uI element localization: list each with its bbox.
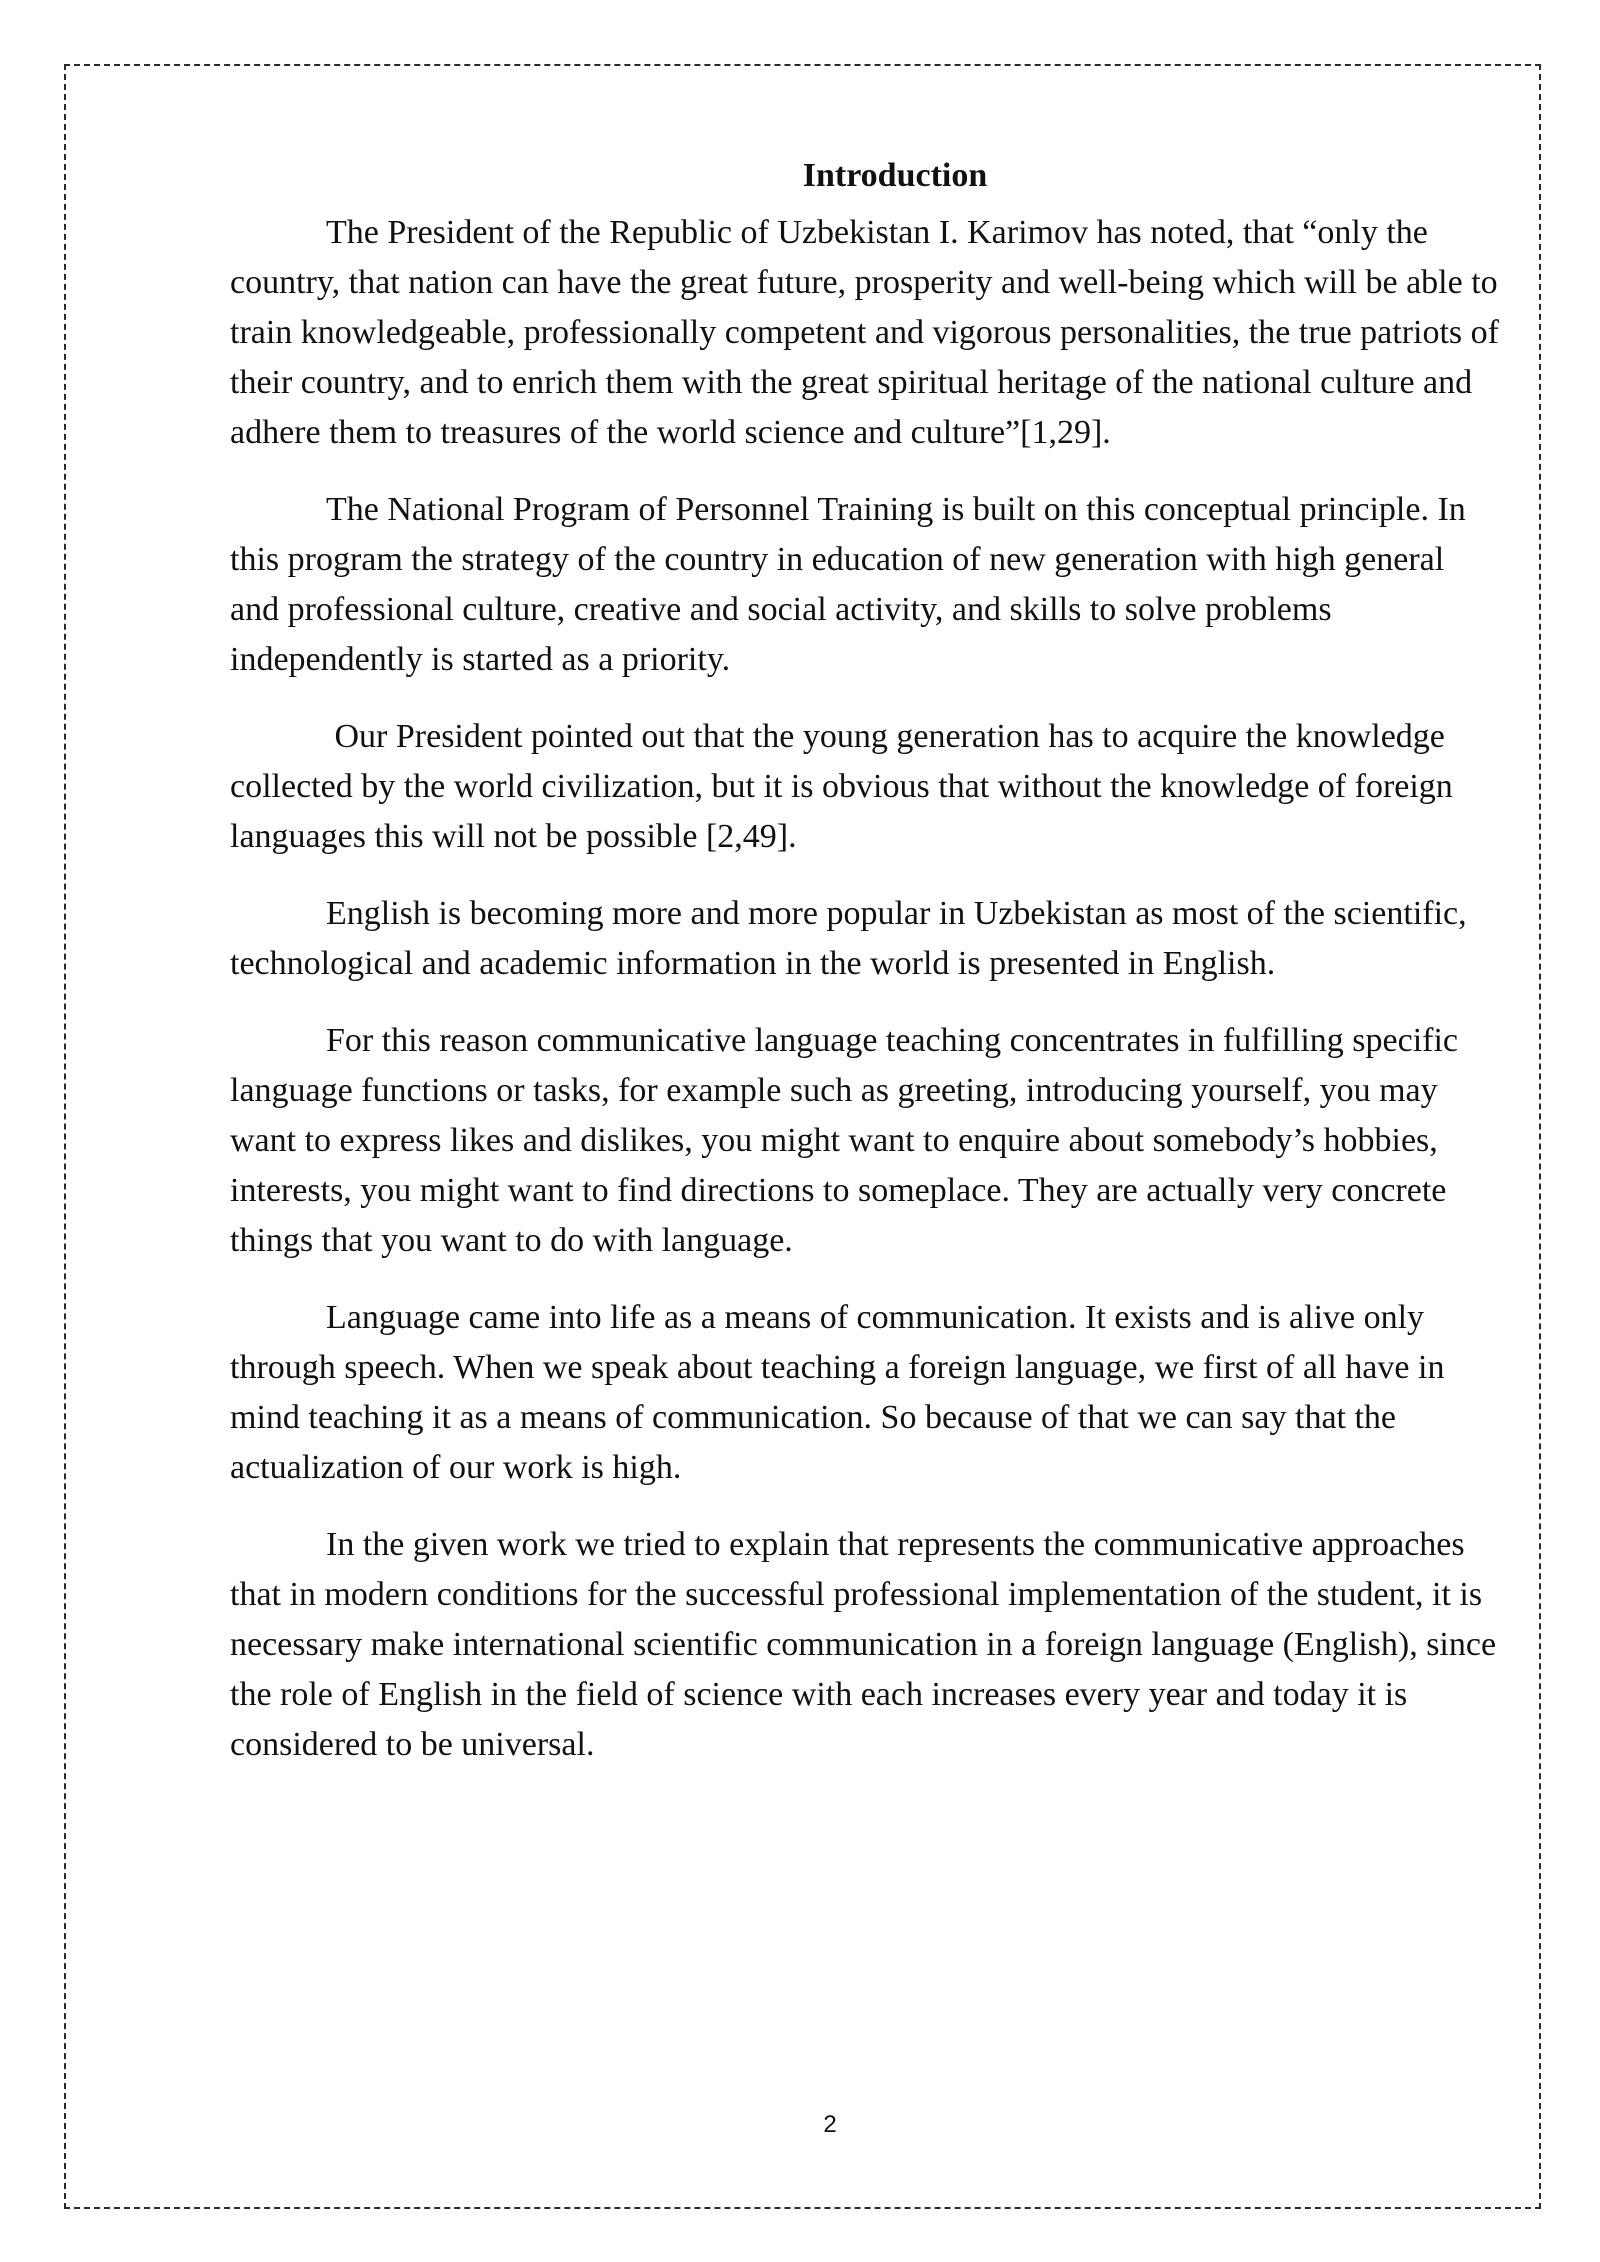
- paragraph-7: In the given work we tried to explain that represents the communicative approaches that in modern conditions for the successful professional implementation of the student, it is necessary make international scientific communication in a foreign language (English), since the role of English in the field of science with each increases every year and today it is considered to be universal.: [230, 1526, 1497, 1763]
- page-number: 2: [823, 2111, 837, 2138]
- paragraph-2: The National Program of Personnel Training is built on this conceptual principle. In this program the strategy of the country in education of new generation with high general and professional culture, creative and social activity, and skills to solve problems independently is started as a priority.: [230, 491, 1466, 678]
- paragraph-1: The President of the Republic of Uzbekistan I. Karimov has noted, that “only the country, that nation can have the great future, prosperity and well-being which will be able to train knowledgeable, professionally competent and vigorous personalities, the true patriots of their country, and to enrich them with the great spiritual heritage of the national culture and adhere them to treasures of the world science and culture”[1,29].: [230, 214, 1499, 451]
- page-title: Introduction: [802, 157, 988, 194]
- document-body: [230, 150, 1500, 1797]
- paragraph-3: Our President pointed out that the young generation has to acquire the knowledge collected by the world civilization, but it is obvious that without the knowledge of foreign languages this will not be possible [2,49].: [230, 718, 1462, 855]
- paragraph-4: English is becoming more and more popular in Uzbekistan as most of the scientific, technological and academic information in the world is presented in English.: [230, 895, 1467, 982]
- paragraph-6: Language came into life as a means of communication. It exists and is alive only through speech. When we speak about teaching a foreign language, we first of all have in mind teaching it as a means of communication. So because of that we can say that the actualization of our work is high.: [230, 1299, 1445, 1486]
- paragraph-5: For this reason communicative language teaching concentrates in fulfilling specific language functions or tasks, for example such as greeting, introducing yourself, you may want to express likes and dislikes, you might want to enquire about somebody’s hobbies, interests, you might want to find directions to someplace. They are actually very concrete things that you want to do with language.: [230, 1022, 1459, 1259]
